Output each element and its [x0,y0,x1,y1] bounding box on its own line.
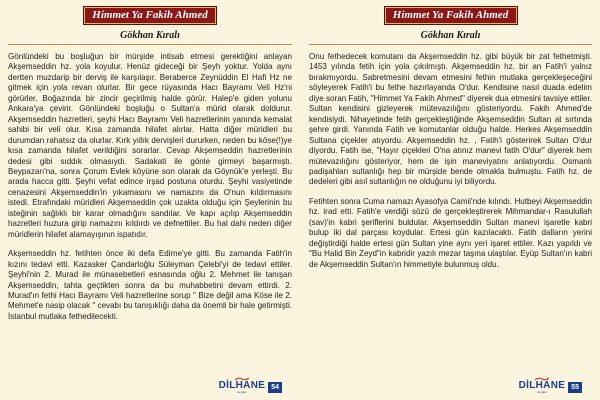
logo-text: DİLHANE [218,380,266,391]
publisher-logo [219,377,282,394]
paragraph: Fetihten sonra Cuma namazı Ayasofya Camii'nde kılındı. Hutbeyi Akşemseddin hz. irad etti. Fatih'e verdiği sözü de gerçekleştirerek Mihmandar-ı Rasulullah (sav)'in kabri şeriflerini buldular. Akşemseddin Sultan manevi işaretle kabri bulup iki dal parçası koydular. Ertesi gün kazılacaktı. Fatih dalların yerini değiştirdiği halde ertesi gün Sultan yine aynı yeri işaret ettiler. Kazı yapıldı ve "Bu Halid Bin Zeyd"in kabridir yazılı mezar taşına ulaştılar. Eyüp Sultan'ın kabri de Akşemseddin Sultan'ın himmetiyle bulunmuş oldu. [309,196,592,269]
logo-mark [519,377,566,394]
article-body [8,52,292,322]
article-header-banner: Himmet Ya Fakih Ahmed [384,6,518,25]
header-divider [309,44,592,45]
paragraph: Gönlündeki bu boşluğun bir mürşide intisab etmesi gerektiğini anlayan Akşemseddin hz. yola koyulur. Henüz gideceği bir Şeyh yoktur. Yolda aynı dertten muzdarip bir derviş ile karşılaşır. Beraberce Zeynüddin El Hafi Hz ne gitmek için yola revan olurlar. Bir gece rüyasında Hacı Bayramı Veli Hz'ni görürler. Boğazında bir zincir geçirilmiş halde görür. Halep'e giden yolunu Ankara'ya çevirir. Gönlündeki boşluğu o Sultan'a mürid olarak doldurur. Akşemseddin hazretleri, şeyhi Hacı Bayramı Veli hazretlerinin yanında kemalat sahibi bir veli olur. Kısa zamanda hilafet alırlar. Hatta diğer müridleri bu durumdan rahatsız da olurlar. Kırk yıllık dervişleri dururken, neden bu köse(!)ye kısa zamanda hilafet verildiğini sorarlar. Cevap Akşemseddin hazretlerinin dedesi gibi sıddık olmasıydı. Sadakati ile gönle girmeyi başarmıştı. Beypazarı'na, sonra Çorum Evlek köyüne son olarak da Göynük'e yerleşti. Bu arada hacca gitti. Şeyhi vefat edince irşad postuna oturdu. Şeyhi vasiyetinde cenazesini Akşemseddin'in yıkamasını ve namazını da O'nun kıldırmasını istedi. Etrafındaki müridleri Akşemseddin çok uzakta olduğu için Şeylerinin bu isteğinin sağlıklı bir karar olmadığını sandılar. Ve kapı açılıp Akşemseddin hazretleri huzura girip namazını kıldırdı ve defnettiler. Bu hal dahi neden diğer müridlerin hilafet alamayışının ispatıdır. [8,52,292,239]
article-header-banner: Himmet Ya Fakih Ahmed [83,6,217,25]
paragraph: Akşemseddin hz. fetihten önce iki defa Edirne'ye gitti. Bu zamanda Fatih'in kızını tedavi etti. Kazasker Çandarloğlu Süleyman Çelebi'yi de tedavi ettiler. Şeyhi'nin 2. Murad ile münasebetleri esnasında oğlu 2. Mehmet ile tanışan Akşemseddin, tahta geçtikten sonra da bu muhabbetini devam ettirdi. 2. Murad'ın fethi Hacı Bayramı Veli hazretlerine sorup " Bize değil ama Köse ile 2. Mehmet'e nasip olacak " cevabı bu tanışıklığı daha da önemli bir hale getirmişti. İstanbul mutlaka fethedilecekti. [8,249,292,321]
logo-tagline: dergisi [237,390,247,394]
author-name: Gökhan Kıralı [420,30,481,41]
publisher-logo [519,377,582,394]
article-body [309,52,592,270]
logo-tagline: dergisi [537,390,547,394]
page-number: 55 [568,382,582,393]
author-name: Gökhan Kıralı [120,30,180,41]
right-page [300,0,600,400]
logo-text: DİLHANE [518,380,566,391]
paragraph: Onu fethedecek komutanı da Akşemseddin hz. gibi büyük bir zat fethetmişti. 1453 yılında fetih için yola çıkılmıştı. Akşemseddin hz. bir an Fatih'i yalnız bırakmıyordu. Sabretmesini devam etmesini fethin mutlaka gerçekleşeceğini söyleyerek Fatih'i bu fethe hazırlayanda O'dur. Kendisine nasıl duada edelim diye soran Fatih, "Himmet Ya Fakih Ahmed" diyerek dua etmesini tavsiye ettiler. Sultan kendisini gizleyerek mütevazılığını gösteriyordu. Fakih Ahmed'de kendisiydi. Nihayetinde fetih gerçekleştiğinde Akşemseddin Sultan at sırtında şehre girdi. Yanında Fatih ve komutanlar olduğu halde. Herkes Akşemseddin Sultana çiçekler atıyordu. Akşemseddin hz. , Fatih'i gösterirek Sultan O'dur diyordu. Fatih ise, "Hayır çiçekleri O'na atınız manevi fatih O'dur" diyerek hem mütevazılığını gösteriyor, hem de işin maneviyatını anlatıyordu. Osmanlı padişahları sultanlığı hep bir mürşide bende olmakla bulmuştu. Fatih hz. de dedeleri gibi asıl sultanlığın ne olduğunu iyi biliyordu. [309,52,592,187]
page-number: 54 [268,382,282,393]
logo-mark [219,377,266,394]
header-divider [8,44,292,45]
